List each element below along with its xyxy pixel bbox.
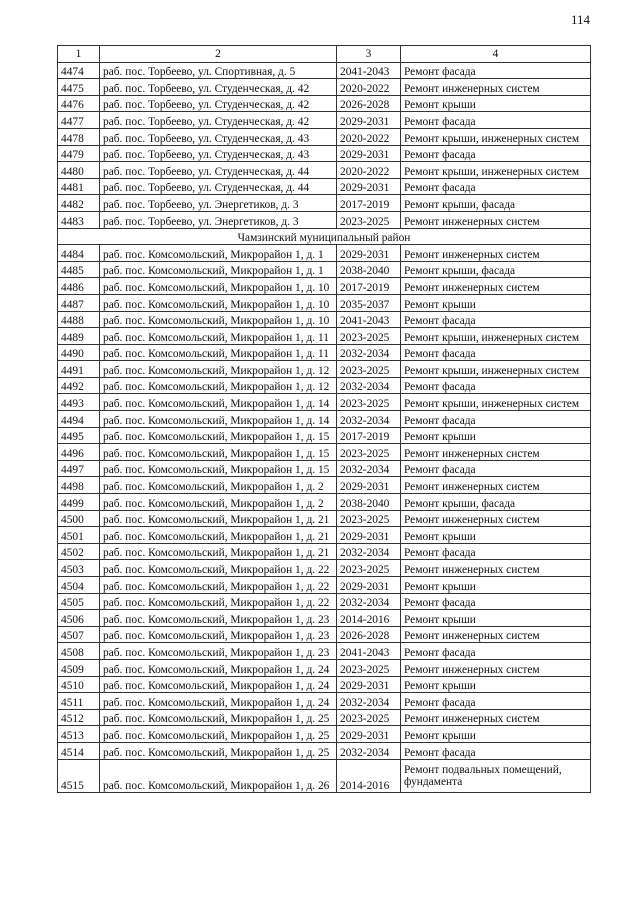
row-number-cell: 4503 (58, 560, 100, 577)
address-cell: раб. пос. Торбеево, ул. Студенческая, д. 43 (100, 145, 337, 162)
work-type-cell: Ремонт фасада (401, 593, 591, 610)
column-header: 3 (337, 46, 401, 63)
table-row (58, 245, 591, 262)
table-row (58, 709, 591, 726)
work-type-cell: Ремонт фасада (401, 693, 591, 710)
row-number-cell: 4500 (58, 510, 100, 527)
table-row (58, 211, 591, 228)
address-cell: раб. пос. Торбеево, ул. Студенческая, д. 43 (100, 128, 337, 145)
table-row (58, 659, 591, 676)
table-row (58, 626, 591, 643)
work-type-cell: Ремонт крыши (401, 95, 591, 112)
table-header-row (58, 46, 591, 63)
table-row (58, 726, 591, 743)
table-row (58, 427, 591, 444)
address-cell: раб. пос. Комсомольский, Микрорайон 1, д. 2 (100, 477, 337, 494)
row-number-cell: 4487 (58, 294, 100, 311)
address-cell: раб. пос. Комсомольский, Микрорайон 1, д. 25 (100, 742, 337, 759)
column-header: 4 (401, 46, 591, 63)
address-cell: раб. пос. Торбеево, ул. Студенческая, д. 44 (100, 178, 337, 195)
table-row (58, 411, 591, 428)
table-row (58, 278, 591, 295)
work-type-cell: Ремонт инженерных систем (401, 278, 591, 295)
table-row (58, 162, 591, 179)
address-cell: раб. пос. Комсомольский, Микрорайон 1, д. 24 (100, 659, 337, 676)
table-row (58, 62, 591, 79)
row-number-cell: 4502 (58, 543, 100, 560)
row-number-cell: 4490 (58, 344, 100, 361)
table-row (58, 510, 591, 527)
address-cell: раб. пос. Комсомольский, Микрорайон 1, д. 15 (100, 427, 337, 444)
row-number-cell: 4506 (58, 610, 100, 627)
address-cell: раб. пос. Комсомольский, Микрорайон 1, д. 14 (100, 411, 337, 428)
table-row (58, 328, 591, 345)
period-cell: 2026-2028 (337, 95, 401, 112)
table-row (58, 742, 591, 759)
row-number-cell: 4480 (58, 162, 100, 179)
table-row (58, 643, 591, 660)
address-cell: раб. пос. Комсомольский, Микрорайон 1, д. 1 (100, 245, 337, 262)
row-number-cell: 4494 (58, 411, 100, 428)
table-row (58, 610, 591, 627)
period-cell: 2020-2022 (337, 128, 401, 145)
address-cell: раб. пос. Комсомольский, Микрорайон 1, д. 11 (100, 344, 337, 361)
section-row (58, 228, 591, 245)
address-cell: раб. пос. Торбеево, ул. Студенческая, д. 42 (100, 112, 337, 129)
row-number-cell: 4489 (58, 328, 100, 345)
work-type-cell: Ремонт инженерных систем (401, 659, 591, 676)
column-header: 2 (100, 46, 337, 63)
address-cell: раб. пос. Торбеево, ул. Спортивная, д. 5 (100, 62, 337, 79)
period-cell: 2023-2025 (337, 444, 401, 461)
table-row (58, 79, 591, 96)
table-row (58, 311, 591, 328)
table-row (58, 294, 591, 311)
row-number-cell: 4484 (58, 245, 100, 262)
period-cell: 2023-2025 (337, 328, 401, 345)
work-type-cell: Ремонт инженерных систем (401, 477, 591, 494)
row-number-cell: 4510 (58, 676, 100, 693)
work-type-cell: Ремонт подвальных помещений, фундамента (401, 759, 591, 792)
table-row (58, 527, 591, 544)
period-cell: 2029-2031 (337, 477, 401, 494)
period-cell: 2023-2025 (337, 361, 401, 378)
work-type-cell: Ремонт крыши, фасада (401, 261, 591, 278)
period-cell: 2032-2034 (337, 593, 401, 610)
period-cell: 2017-2019 (337, 195, 401, 212)
period-cell: 2029-2031 (337, 577, 401, 594)
table-row (58, 759, 591, 792)
page-number: 114 (571, 12, 591, 27)
row-number-cell: 4495 (58, 427, 100, 444)
period-cell: 2032-2034 (337, 543, 401, 560)
table-row (58, 112, 591, 129)
work-type-cell: Ремонт крыши (401, 294, 591, 311)
work-type-cell: Ремонт инженерных систем (401, 79, 591, 96)
table-row (58, 261, 591, 278)
period-cell: 2032-2034 (337, 460, 401, 477)
work-type-cell: Ремонт фасада (401, 178, 591, 195)
work-type-cell: Ремонт фасада (401, 344, 591, 361)
period-cell: 2032-2034 (337, 693, 401, 710)
period-cell: 2020-2022 (337, 162, 401, 179)
work-type-cell: Ремонт крыши (401, 726, 591, 743)
work-type-cell: Ремонт крыши, инженерных систем (401, 328, 591, 345)
period-cell: 2023-2025 (337, 560, 401, 577)
period-cell: 2041-2043 (337, 643, 401, 660)
address-cell: раб. пос. Комсомольский, Микрорайон 1, д. 12 (100, 361, 337, 378)
row-number-cell: 4512 (58, 709, 100, 726)
address-cell: раб. пос. Комсомольский, Микрорайон 1, д. 21 (100, 510, 337, 527)
period-cell: 2041-2043 (337, 62, 401, 79)
row-number-cell: 4485 (58, 261, 100, 278)
table-row (58, 593, 591, 610)
period-cell: 2041-2043 (337, 311, 401, 328)
work-type-cell: Ремонт инженерных систем (401, 510, 591, 527)
address-cell: раб. пос. Комсомольский, Микрорайон 1, д. 21 (100, 527, 337, 544)
period-cell: 2029-2031 (337, 145, 401, 162)
period-cell: 2029-2031 (337, 245, 401, 262)
row-number-cell: 4474 (58, 62, 100, 79)
row-number-cell: 4515 (58, 759, 100, 792)
address-cell: раб. пос. Комсомольский, Микрорайон 1, д. 12 (100, 377, 337, 394)
work-type-cell: Ремонт фасада (401, 411, 591, 428)
table-body (58, 62, 591, 792)
period-cell: 2023-2025 (337, 394, 401, 411)
work-type-cell: Ремонт инженерных систем (401, 245, 591, 262)
row-number-cell: 4509 (58, 659, 100, 676)
work-type-cell: Ремонт крыши, инженерных систем (401, 361, 591, 378)
table-row (58, 145, 591, 162)
row-number-cell: 4508 (58, 643, 100, 660)
table-row (58, 477, 591, 494)
row-number-cell: 4488 (58, 311, 100, 328)
period-cell: 2020-2022 (337, 79, 401, 96)
row-number-cell: 4511 (58, 693, 100, 710)
table-row (58, 444, 591, 461)
work-type-cell: Ремонт крыши, инженерных систем (401, 162, 591, 179)
work-type-cell: Ремонт фасада (401, 311, 591, 328)
row-number-cell: 4481 (58, 178, 100, 195)
row-number-cell: 4475 (58, 79, 100, 96)
address-cell: раб. пос. Комсомольский, Микрорайон 1, д. 10 (100, 294, 337, 311)
row-number-cell: 4479 (58, 145, 100, 162)
address-cell: раб. пос. Торбеево, ул. Энергетиков, д. 3 (100, 195, 337, 212)
work-type-cell: Ремонт инженерных систем (401, 444, 591, 461)
period-cell: 2032-2034 (337, 344, 401, 361)
work-type-cell: Ремонт фасада (401, 460, 591, 477)
address-cell: раб. пос. Торбеево, ул. Студенческая, д. 42 (100, 79, 337, 96)
period-cell: 2014-2016 (337, 759, 401, 792)
table-row (58, 95, 591, 112)
address-cell: раб. пос. Комсомольский, Микрорайон 1, д. 22 (100, 593, 337, 610)
table-row (58, 676, 591, 693)
address-cell: раб. пос. Комсомольский, Микрорайон 1, д. 25 (100, 726, 337, 743)
table-row (58, 361, 591, 378)
address-cell: раб. пос. Комсомольский, Микрорайон 1, д. 1 (100, 261, 337, 278)
work-type-cell: Ремонт инженерных систем (401, 709, 591, 726)
address-cell: раб. пос. Комсомольский, Микрорайон 1, д. 14 (100, 394, 337, 411)
work-type-cell: Ремонт крыши (401, 527, 591, 544)
work-type-cell: Ремонт инженерных систем (401, 560, 591, 577)
row-number-cell: 4498 (58, 477, 100, 494)
address-cell: раб. пос. Комсомольский, Микрорайон 1, д. 21 (100, 543, 337, 560)
row-number-cell: 4507 (58, 626, 100, 643)
row-number-cell: 4492 (58, 377, 100, 394)
work-type-cell: Ремонт фасада (401, 643, 591, 660)
period-cell: 2032-2034 (337, 377, 401, 394)
period-cell: 2038-2040 (337, 494, 401, 511)
address-cell: раб. пос. Комсомольский, Микрорайон 1, д. 23 (100, 643, 337, 660)
table-row (58, 693, 591, 710)
period-cell: 2029-2031 (337, 178, 401, 195)
work-type-cell: Ремонт крыши, фасада (401, 494, 591, 511)
work-type-cell: Ремонт крыши, инженерных систем (401, 128, 591, 145)
period-cell: 2014-2016 (337, 610, 401, 627)
work-type-cell: Ремонт крыши (401, 427, 591, 444)
row-number-cell: 4497 (58, 460, 100, 477)
work-type-cell: Ремонт крыши, фасада (401, 195, 591, 212)
work-type-cell: Ремонт фасада (401, 112, 591, 129)
table-row (58, 128, 591, 145)
period-cell: 2029-2031 (337, 112, 401, 129)
period-cell: 2017-2019 (337, 278, 401, 295)
period-cell: 2035-2037 (337, 294, 401, 311)
table-row (58, 494, 591, 511)
row-number-cell: 4483 (58, 211, 100, 228)
address-cell: раб. пос. Комсомольский, Микрорайон 1, д. 15 (100, 460, 337, 477)
table-row (58, 377, 591, 394)
row-number-cell: 4505 (58, 593, 100, 610)
work-type-cell: Ремонт крыши (401, 610, 591, 627)
table-row (58, 344, 591, 361)
repair-schedule-table (57, 45, 591, 793)
period-cell: 2023-2025 (337, 510, 401, 527)
table-row (58, 195, 591, 212)
period-cell: 2026-2028 (337, 626, 401, 643)
period-cell: 2029-2031 (337, 527, 401, 544)
row-number-cell: 4493 (58, 394, 100, 411)
row-number-cell: 4513 (58, 726, 100, 743)
work-type-cell: Ремонт фасада (401, 145, 591, 162)
table-row (58, 577, 591, 594)
work-type-cell: Ремонт фасада (401, 742, 591, 759)
row-number-cell: 4478 (58, 128, 100, 145)
period-cell: 2017-2019 (337, 427, 401, 444)
period-cell: 2023-2025 (337, 659, 401, 676)
address-cell: раб. пос. Комсомольский, Микрорайон 1, д. 10 (100, 278, 337, 295)
row-number-cell: 4499 (58, 494, 100, 511)
table-row (58, 178, 591, 195)
address-cell: раб. пос. Торбеево, ул. Студенческая, д. 44 (100, 162, 337, 179)
address-cell: раб. пос. Комсомольский, Микрорайон 1, д. 11 (100, 328, 337, 345)
row-number-cell: 4496 (58, 444, 100, 461)
address-cell: раб. пос. Комсомольский, Микрорайон 1, д. 23 (100, 610, 337, 627)
table-row (58, 460, 591, 477)
period-cell: 2023-2025 (337, 211, 401, 228)
row-number-cell: 4482 (58, 195, 100, 212)
address-cell: раб. пос. Комсомольский, Микрорайон 1, д. 2 (100, 494, 337, 511)
address-cell: раб. пос. Комсомольский, Микрорайон 1, д. 23 (100, 626, 337, 643)
table-row (58, 560, 591, 577)
address-cell: раб. пос. Комсомольский, Микрорайон 1, д. 22 (100, 560, 337, 577)
address-cell: раб. пос. Комсомольский, Микрорайон 1, д. 24 (100, 676, 337, 693)
period-cell: 2032-2034 (337, 742, 401, 759)
row-number-cell: 4486 (58, 278, 100, 295)
period-cell: 2029-2031 (337, 676, 401, 693)
work-type-cell: Ремонт инженерных систем (401, 626, 591, 643)
section-title: Чамзинский муниципальный район (58, 228, 591, 245)
work-type-cell: Ремонт крыши (401, 676, 591, 693)
column-header: 1 (58, 46, 100, 63)
address-cell: раб. пос. Комсомольский, Микрорайон 1, д. 22 (100, 577, 337, 594)
row-number-cell: 4514 (58, 742, 100, 759)
address-cell: раб. пос. Комсомольский, Микрорайон 1, д. 10 (100, 311, 337, 328)
address-cell: раб. пос. Комсомольский, Микрорайон 1, д. 26 (100, 759, 337, 792)
work-type-cell: Ремонт крыши, инженерных систем (401, 394, 591, 411)
period-cell: 2038-2040 (337, 261, 401, 278)
work-type-cell: Ремонт инженерных систем (401, 211, 591, 228)
work-type-cell: Ремонт фасада (401, 62, 591, 79)
table-row (58, 394, 591, 411)
address-cell: раб. пос. Комсомольский, Микрорайон 1, д. 15 (100, 444, 337, 461)
work-type-cell: Ремонт крыши (401, 577, 591, 594)
row-number-cell: 4504 (58, 577, 100, 594)
row-number-cell: 4491 (58, 361, 100, 378)
work-type-cell: Ремонт фасада (401, 377, 591, 394)
address-cell: раб. пос. Комсомольский, Микрорайон 1, д. 25 (100, 709, 337, 726)
address-cell: раб. пос. Торбеево, ул. Студенческая, д. 42 (100, 95, 337, 112)
period-cell: 2032-2034 (337, 411, 401, 428)
row-number-cell: 4477 (58, 112, 100, 129)
address-cell: раб. пос. Комсомольский, Микрорайон 1, д. 24 (100, 693, 337, 710)
table-row (58, 543, 591, 560)
period-cell: 2023-2025 (337, 709, 401, 726)
address-cell: раб. пос. Торбеево, ул. Энергетиков, д. 3 (100, 211, 337, 228)
row-number-cell: 4476 (58, 95, 100, 112)
work-type-cell: Ремонт фасада (401, 543, 591, 560)
period-cell: 2029-2031 (337, 726, 401, 743)
row-number-cell: 4501 (58, 527, 100, 544)
